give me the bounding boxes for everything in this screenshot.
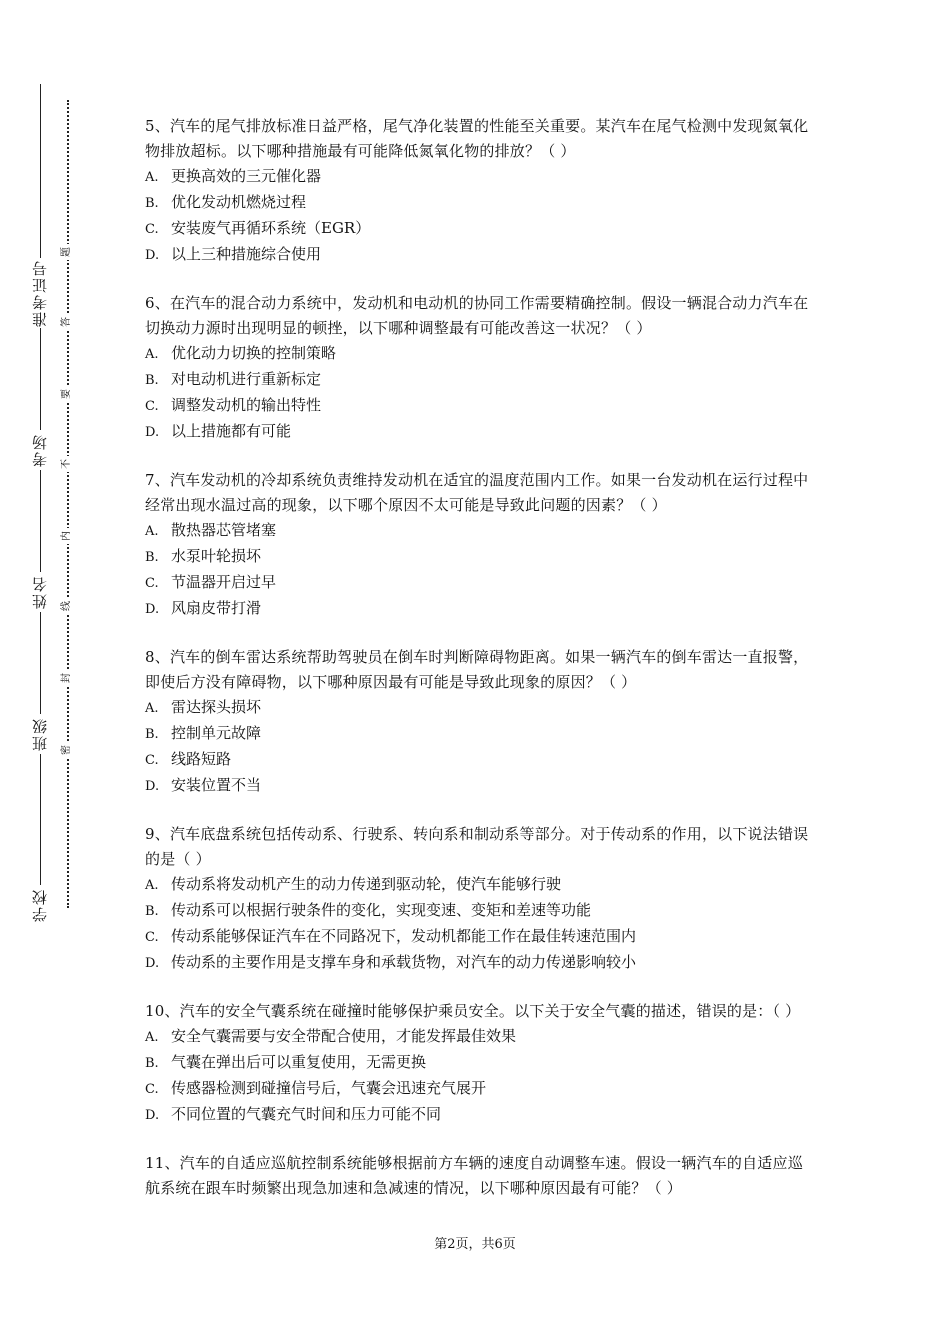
question-stem: 11、汽车的自适应巡航控制系统能够根据前方车辆的速度自动调整车速。假设一辆汽车的自适应巡航系统在跟车时频繁出现急加速和急减速的情况，以下哪种原因最有可能？（ ） — [145, 1154, 803, 1197]
option-text: 更换高效的三元催化器 — [171, 167, 322, 185]
question-10 — [145, 999, 810, 1128]
seal-char: 答 — [59, 314, 75, 330]
option-letter: A. — [145, 1030, 159, 1045]
side-field-school: 学校 — [23, 885, 57, 925]
option-letter: C. — [145, 1082, 159, 1097]
question-7 — [145, 468, 810, 622]
option-c — [145, 924, 810, 950]
page-footer: 第2页，共6页 — [434, 1237, 516, 1252]
option-letter: D. — [145, 779, 160, 794]
option-a — [145, 872, 810, 898]
question-stem: 9、汽车底盘系统包括传动系、行驶系、转向系和制动系等部分。对于传动系的作用，以下说法错误的是（ ） — [145, 825, 809, 868]
option-letter: B. — [145, 904, 159, 919]
option-c — [145, 393, 810, 419]
seal-char: 不 — [59, 456, 75, 472]
option-letter: B. — [145, 1056, 159, 1071]
seal-char: 线 — [59, 598, 75, 614]
option-a — [145, 518, 810, 544]
option-c — [145, 216, 810, 242]
option-text: 散热器芯管堵塞 — [171, 521, 277, 539]
side-field-class: 班级 — [23, 714, 57, 754]
option-c — [145, 1076, 810, 1102]
option-letter: C. — [145, 930, 159, 945]
option-letter: A. — [145, 524, 159, 539]
question-8 — [145, 645, 810, 799]
option-a — [145, 1024, 810, 1050]
option-text: 雷达探头损坏 — [171, 698, 262, 716]
option-text: 线路短路 — [171, 750, 232, 768]
option-d — [145, 419, 810, 445]
option-letter: D. — [145, 602, 160, 617]
option-text: 对电动机进行重新标定 — [171, 370, 322, 388]
question-5 — [145, 114, 810, 268]
option-b — [145, 898, 810, 924]
option-c — [145, 570, 810, 596]
question-stem: 8、汽车的倒车雷达系统帮助驾驶员在倒车时判断障碍物距离。如果一辆汽车的倒车雷达一直报警，即使后方没有障碍物，以下哪种原因最有可能是导致此现象的原因？（ ） — [145, 648, 809, 691]
option-letter: B. — [145, 196, 159, 211]
option-a — [145, 695, 810, 721]
option-letter: B. — [145, 550, 159, 565]
option-text: 风扇皮带打滑 — [171, 599, 262, 617]
option-text: 以上三种措施综合使用 — [171, 245, 322, 263]
option-letter: A. — [145, 701, 159, 716]
question-stem: 5、汽车的尾气排放标准日益严格，尾气净化装置的性能至关重要。某汽车在尾气检测中发现氮氧化物排放超标。以下哪种措施最有可能降低氮氧化物的排放？（ ） — [145, 117, 809, 160]
question-stem: 6、在汽车的混合动力系统中，发动机和电动机的协同工作需要精确控制。假设一辆混合动力汽车在切换动力源时出现明显的顿挫，以下哪种调整最有可能改善这一状况？（ ） — [145, 294, 809, 337]
option-b — [145, 1050, 810, 1076]
side-field-exam-number: 准考证号 — [23, 258, 57, 328]
option-b — [145, 544, 810, 570]
seal-char: 题 — [59, 244, 75, 260]
seal-char: 内 — [59, 528, 75, 544]
side-field-name: 姓名 — [23, 572, 57, 612]
option-text: 传动系的主要作用是支撑车身和承载货物，对汽车的动力传递影响较小 — [171, 953, 637, 971]
side-field-exam-room: 考场 — [23, 430, 57, 470]
question-9 — [145, 822, 810, 976]
option-text: 传感器检测到碰撞信号后，气囊会迅速充气展开 — [171, 1079, 487, 1097]
option-letter: C. — [145, 576, 159, 591]
question-11 — [145, 1151, 810, 1201]
option-letter: C. — [145, 753, 159, 768]
option-letter: A. — [145, 347, 159, 362]
option-text: 安装废气再循环系统（EGR） — [171, 219, 371, 237]
option-letter: D. — [145, 1108, 160, 1123]
binding-solid-line — [40, 84, 41, 924]
option-d — [145, 242, 810, 268]
option-text: 传动系可以根据行驶条件的变化，实现变速、变矩和差速等功能 — [171, 901, 592, 919]
option-text: 安全气囊需要与安全带配合使用，才能发挥最佳效果 — [171, 1027, 517, 1045]
seal-char: 要 — [59, 386, 75, 402]
option-text: 水泵叶轮损坏 — [171, 547, 262, 565]
option-text: 气囊在弹出后可以重复使用，无需更换 — [171, 1053, 427, 1071]
option-letter: A. — [145, 170, 159, 185]
question-6 — [145, 291, 810, 445]
option-d — [145, 596, 810, 622]
option-letter: A. — [145, 878, 159, 893]
option-letter: C. — [145, 399, 159, 414]
option-text: 以上措施都有可能 — [171, 422, 292, 440]
option-text: 调整发动机的输出特性 — [171, 396, 322, 414]
option-a — [145, 341, 810, 367]
option-text: 控制单元故障 — [171, 724, 262, 742]
option-text: 节温器开启过早 — [171, 573, 277, 591]
option-b — [145, 190, 810, 216]
question-list — [145, 114, 810, 1224]
seal-char: 密 — [59, 742, 75, 758]
option-d — [145, 773, 810, 799]
option-text: 传动系能够保证汽车在不同路况下，发动机都能工作在最佳转速范围内 — [171, 927, 637, 945]
option-letter: D. — [145, 248, 160, 263]
option-text: 安装位置不当 — [171, 776, 262, 794]
option-b — [145, 721, 810, 747]
option-d — [145, 950, 810, 976]
option-text: 不同位置的气囊充气时间和压力可能不同 — [171, 1105, 442, 1123]
option-letter: D. — [145, 956, 160, 971]
option-b — [145, 367, 810, 393]
option-letter: D. — [145, 425, 160, 440]
seal-char: 封 — [59, 670, 75, 686]
question-stem: 10、汽车的安全气囊系统在碰撞时能够保护乘员安全。以下关于安全气囊的描述，错误的是：（ ） — [145, 1002, 801, 1020]
option-letter: C. — [145, 222, 159, 237]
option-text: 优化动力切换的控制策略 — [171, 344, 337, 362]
option-c — [145, 747, 810, 773]
option-letter: B. — [145, 373, 159, 388]
option-text: 传动系将发动机产生的动力传递到驱动轮，使汽车能够行驶 — [171, 875, 562, 893]
option-d — [145, 1102, 810, 1128]
option-a — [145, 164, 810, 190]
binding-dotted-line — [67, 100, 69, 908]
option-text: 优化发动机燃烧过程 — [171, 193, 307, 211]
question-stem: 7、汽车发动机的冷却系统负责维持发动机在适宜的温度范围内工作。如果一台发动机在运行过程中经常出现水温过高的现象，以下哪个原因不太可能是导致此问题的因素？（ ） — [145, 471, 809, 514]
option-letter: B. — [145, 727, 159, 742]
